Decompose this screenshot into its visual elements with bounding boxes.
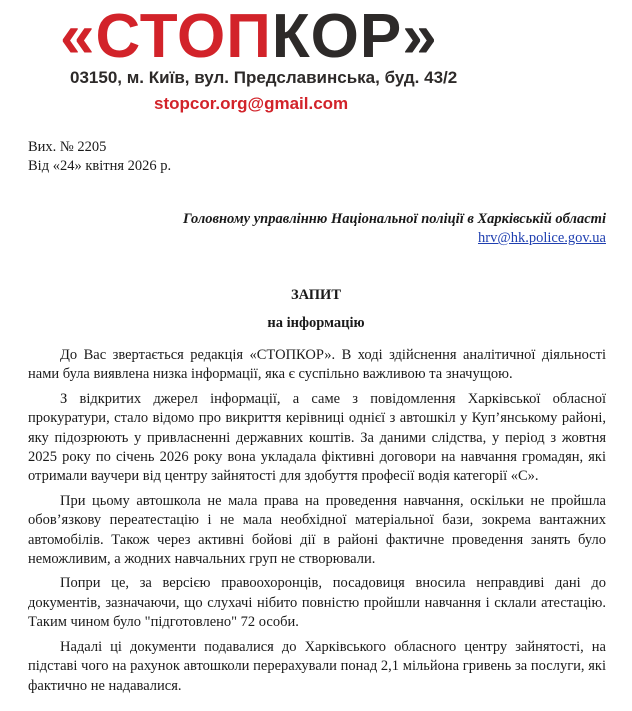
body-paragraph: При цьому автошкола не мала права на проведення навчання, оскільки не пройшла обов’язкову переатестацію і не мала необхідної матеріальної бази, зокрема вантажних автомобілів. Також через активні бойові дії в районі фактичне проведення занять було неможливим, а жодних навчальних груп не створювали. <box>28 492 606 568</box>
body-paragraph: До Вас звертається редакція «СТОПКОР». В ході здійснення аналітичної діяльності нами була виявлена низка інформації, яка є суспільно важливою та значущою. <box>28 347 606 383</box>
recipient-name: Головному управлінню Національної поліції в Харківській області <box>182 211 606 227</box>
body-paragraph: Попри це, за версією правоохоронців, посадовиця вносила неправдиві дані до документів, зазначаючи, що слухачі нібито повністю пройшли навчання і склали атестацію. Таким чином було "підготовлено" 72 особи. <box>28 575 606 631</box>
logo-red-part: СТОП <box>95 2 272 71</box>
letterhead-address: 03150, м. Київ, вул. Предславинська, буд. 43/2 <box>70 68 458 87</box>
outgoing-date: Від «24» квітня 2026 р. <box>28 158 172 174</box>
brand-logo <box>60 2 580 72</box>
document-body <box>28 346 606 701</box>
letterhead-email[interactable]: stopcor.org@gmail.com <box>154 94 349 113</box>
body-paragraph: З відкритих джерел інформації, а саме з повідомлення Харківської обласної прокуратури, стало відомо про викриття керівниці однієї з автошкіл у Куп’янському районі, яку підозрюють у привласненні державних коштів. За даними слідства, у період з жовтня 2025 року по січень 2026 року вона укладала фіктивні договори на навчання громадян, які отримали ваучери від центру зайнятості для здобуття професії водія категорії «С». <box>28 390 606 485</box>
recipient-email-link[interactable]: hrv@hk.police.gov.ua <box>478 230 606 246</box>
body-paragraph: Надалі ці документи подавалися до Харківського обласного центру зайнятості, на підставі чого на рахунок автошколи перерахували понад 2,1 мільйона гривень за послуги, які фактично не надавалися. <box>28 638 606 694</box>
logo-dark-part: КОР <box>271 2 403 71</box>
outgoing-number: Вих. № 2205 <box>28 139 107 155</box>
document-title: ЗАПИТ <box>291 287 341 303</box>
outgoing-info <box>28 138 171 176</box>
logo-open-quote: « <box>60 2 96 71</box>
document-subtitle: на інформацію <box>267 315 365 331</box>
logo-close-quote: » <box>402 2 438 71</box>
recipient-block <box>90 210 606 248</box>
